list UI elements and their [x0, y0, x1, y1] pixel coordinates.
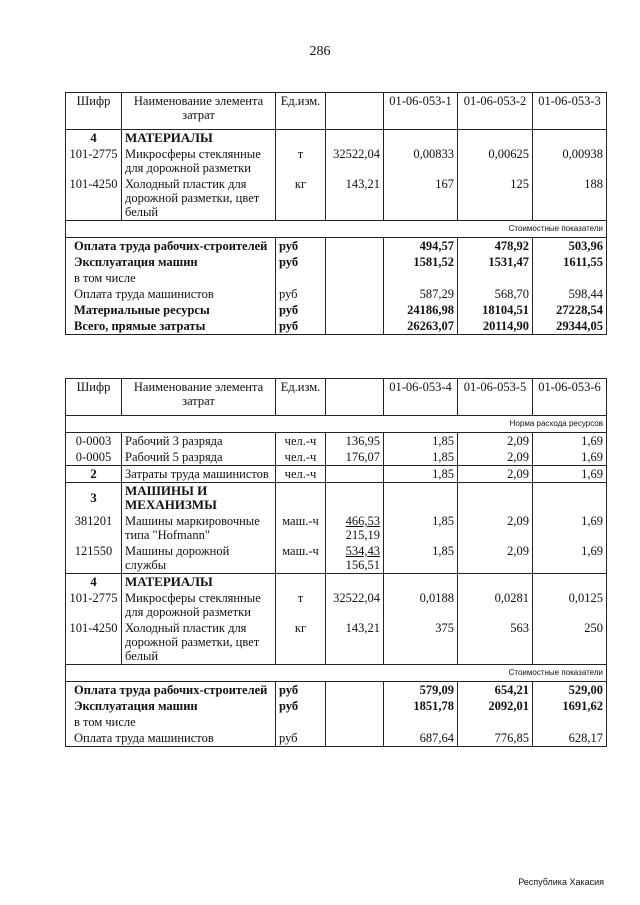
table-row: 101-2775 Микросферы стеклянные для дорожной разметки т 32522,04 0,0188 0,0281 0,0125	[66, 590, 607, 620]
table-row: 101-4250 Холодный пластик для дорожной разметки, цвет белый кг 143,21 167 125 188	[66, 176, 607, 221]
table-row: 121550 Машины дорожной службы маш.-ч 534,43 156,51 1,85 2,09 1,69	[66, 543, 607, 574]
table-row: 381201 Машины маркировочные типа "Hofmann" маш.-ч 466,53 215,19 1,85 2,09 1,69	[66, 513, 607, 543]
section-materials: 4 МАТЕРИАЛЫ	[66, 574, 607, 591]
cost-row: в том числе	[66, 270, 607, 286]
table-row: 101-2775 Микросферы стеклянные для дорожной разметки т 32522,04 0,00833 0,00625 0,00938	[66, 146, 607, 176]
header-col3: 01-06-053-6	[533, 379, 607, 416]
cost-row: Всего, прямые затраты руб 26263,07 20114,90 29344,05	[66, 318, 607, 335]
category-row	[66, 665, 607, 682]
header-col1: 01-06-053-4	[384, 379, 458, 416]
cost-row: Материальные ресурсы руб 24186,98 18104,51 27228,54	[66, 302, 607, 318]
header-code: Шифр	[66, 379, 122, 416]
table-row: 101-4250 Холодный пластик для дорожной разметки, цвет белый кг 143,21 375 563 250	[66, 620, 607, 665]
table-header	[66, 379, 607, 416]
header-unit: Ед.изм.	[276, 379, 326, 416]
cost-indicators-label: Стоимостные показатели	[66, 221, 607, 238]
section-number: 4	[66, 130, 122, 147]
header-name: Наименование элемента затрат	[122, 93, 276, 130]
section-operators: 2 Затраты труда машинистов чел.-ч 1,85 2,09 1,69	[66, 466, 607, 483]
table-header	[66, 93, 607, 130]
section-machines: 3 МАШИНЫ И МЕХАНИЗМЫ	[66, 483, 607, 514]
category-row	[66, 416, 607, 433]
section-materials	[66, 130, 607, 147]
page-number: 286	[309, 44, 331, 59]
cost-row: Оплата труда машинистов руб 687,64 776,85 628,17	[66, 730, 607, 747]
cost-row: Эксплуатация машин руб 1581,52 1531,47 1611,55	[66, 254, 607, 270]
cost-row: Оплата труда рабочих-строителей руб 579,09 654,21 529,00	[66, 682, 607, 699]
estimate-table-2	[65, 378, 607, 747]
header-unit: Ед.изм.	[276, 93, 326, 130]
header-col2: 01-06-053-5	[458, 379, 533, 416]
cost-row: Оплата труда машинистов руб 587,29 568,70 598,44	[66, 286, 607, 302]
category-row	[66, 221, 607, 238]
cost-row: в том числе	[66, 714, 607, 730]
header-code: Шифр	[66, 93, 122, 130]
header-blank	[326, 93, 384, 130]
header-col3: 01-06-053-3	[533, 93, 607, 130]
section-title: МАТЕРИАЛЫ	[122, 130, 276, 147]
norm-label: Норма расхода ресурсов	[66, 416, 607, 433]
table-row: 0-0003 Рабочий 3 разряда чел.-ч 136,95 1,85 2,09 1,69	[66, 433, 607, 450]
header-col1: 01-06-053-1	[384, 93, 458, 130]
cost-row: Эксплуатация машин руб 1851,78 2092,01 1691,62	[66, 698, 607, 714]
header-col2: 01-06-053-2	[458, 93, 533, 130]
cost-indicators-label: Стоимостные показатели	[66, 665, 607, 682]
cost-row: Оплата труда рабочих-строителей руб 494,57 478,92 503,96	[66, 238, 607, 255]
header-blank	[326, 379, 384, 416]
estimate-table-1	[65, 92, 607, 335]
footer-region: Республика Хакасия	[518, 877, 604, 887]
table-row: 0-0005 Рабочий 5 разряда чел.-ч 176,07 1,85 2,09 1,69	[66, 449, 607, 466]
header-name: Наименование элемента затрат	[122, 379, 276, 416]
